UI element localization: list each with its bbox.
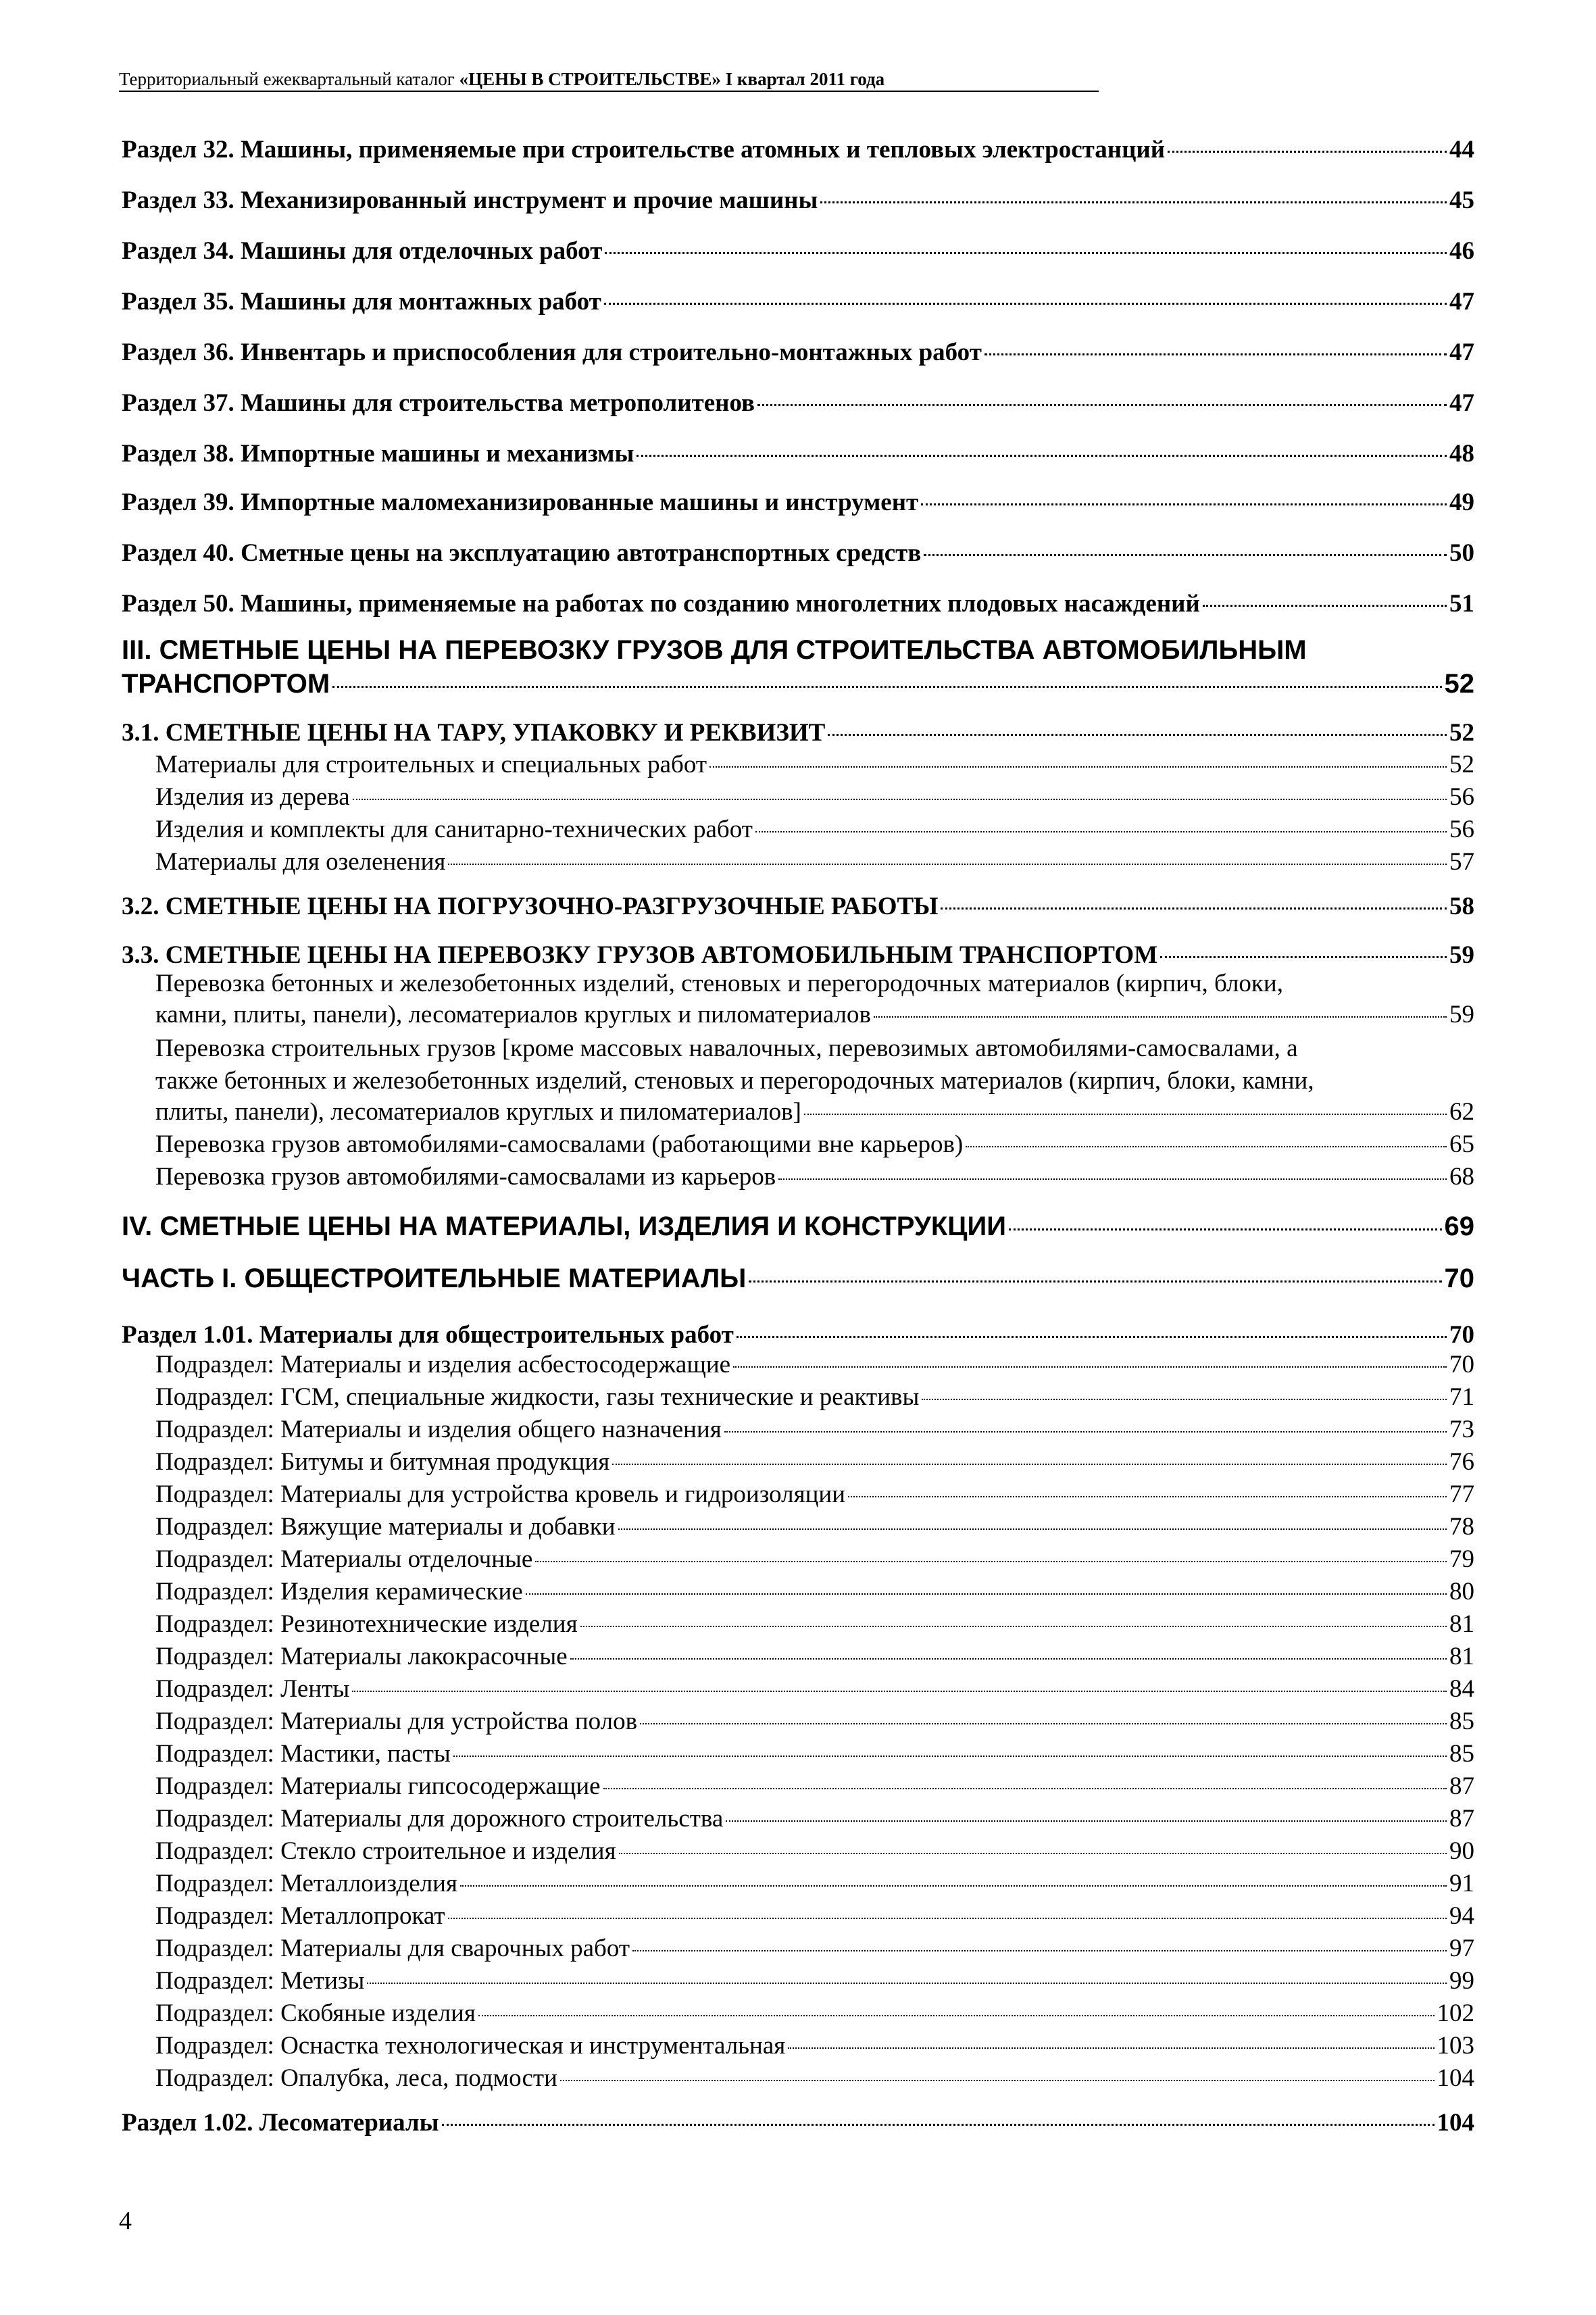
dot-leader xyxy=(804,1114,1447,1115)
dot-leader xyxy=(612,1464,1447,1465)
dot-leader xyxy=(820,201,1447,203)
dot-leader xyxy=(966,1146,1447,1147)
toc-subentry[interactable]: Подраздел: ГСМ, специальные жидкости, газы технические и реактивы 71 xyxy=(155,1383,1474,1411)
toc-entry-1-02[interactable]: Раздел 1.02. Лесоматериалы 104 xyxy=(122,2109,1474,2137)
toc-subentry-multiline: Перевозка строительных грузов [кроме массовых навалочных, перевозимых автомобилями-самосвалами, а xyxy=(155,1035,1298,1062)
toc-entry[interactable]: Раздел 39. Импортные маломеханизированные машины и инструмент 49 xyxy=(122,489,1474,516)
toc-subentry[interactable]: Подраздел: Ленты 84 xyxy=(155,1675,1474,1703)
dot-leader xyxy=(460,1885,1447,1887)
toc-entry[interactable]: Раздел 33. Механизированный инструмент и прочие машины 45 xyxy=(122,186,1474,214)
dot-leader xyxy=(757,404,1447,406)
dot-leader xyxy=(921,503,1447,505)
toc-subentry[interactable]: Подраздел: Изделия керамические 80 xyxy=(155,1578,1474,1605)
page-number: 4 xyxy=(119,2207,132,2235)
dot-leader xyxy=(448,1918,1447,1919)
toc-entry[interactable]: Раздел 37. Машины для строительства метрополитенов 47 xyxy=(122,389,1474,417)
toc-entry-chast1[interactable]: ЧАСТЬ I. ОБЩЕСТРОИТЕЛЬНЫЕ МАТЕРИАЛЫ 70 xyxy=(122,1264,1474,1293)
dot-leader xyxy=(632,1950,1447,1951)
dot-leader xyxy=(1009,1228,1442,1230)
dot-leader xyxy=(332,686,1441,688)
toc-subentry-multiline: также бетонных и железобетонных изделий, стеновых и перегородочных материалов (кирпич, блоки, камни, xyxy=(155,1067,1314,1095)
dot-leader xyxy=(535,1561,1447,1562)
dot-leader xyxy=(778,1178,1447,1180)
dot-leader xyxy=(922,1399,1447,1400)
toc-entry-1-01[interactable]: Раздел 1.01. Материалы для общестроительных работ 70 xyxy=(122,1321,1474,1349)
toc-entry-3-1[interactable]: 3.1. СМЕТНЫЕ ЦЕНЫ НА ТАРУ, УПАКОВКУ И РЕКВИЗИТ 52 xyxy=(122,719,1474,747)
toc-subentry[interactable]: Подраздел: Материалы для устройства кровель и гидроизоляции 77 xyxy=(155,1480,1474,1508)
dot-leader xyxy=(637,455,1447,457)
part-heading-line: III. СМЕТНЫЕ ЦЕНЫ НА ПЕРЕВОЗКУ ГРУЗОВ ДЛЯ СТРОИТЕЛЬСТВА АВТОМОБИЛЬНЫМ xyxy=(122,635,1307,665)
toc-subentry[interactable]: Перевозка грузов автомобилями-самосвалами (работающими вне карьеров) 65 xyxy=(155,1130,1474,1158)
dot-leader xyxy=(984,353,1447,355)
dot-leader xyxy=(788,2047,1434,2049)
toc-subentry[interactable]: Перевозка грузов автомобилями-самосвалами из карьеров 68 xyxy=(155,1163,1474,1191)
dot-leader xyxy=(1203,605,1447,607)
dot-leader xyxy=(580,1626,1447,1627)
toc-subentry[interactable]: Подраздел: Металлоизделия 91 xyxy=(155,1870,1474,1897)
dot-leader xyxy=(724,1431,1447,1433)
toc-subentry[interactable]: Подраздел: Оснастка технологическая и инструментальная 103 xyxy=(155,2032,1474,2060)
dot-leader xyxy=(924,554,1447,556)
toc-subentry[interactable]: Подраздел: Скобяные изделия 102 xyxy=(155,1999,1474,2027)
dot-leader xyxy=(733,1366,1447,1368)
toc-entry-3-2[interactable]: 3.2. СМЕТНЫЕ ЦЕНЫ НА ПОГРУЗОЧНО-РАЗГРУЗОЧНЫЕ РАБОТЫ 58 xyxy=(122,893,1474,920)
toc-subentry[interactable]: Подраздел: Метизы 99 xyxy=(155,1967,1474,1995)
dot-leader xyxy=(352,1691,1447,1692)
header-catalog-title: «ЦЕНЫ В СТРОИТЕЛЬСТВЕ» I квартал 2011 года xyxy=(459,69,885,89)
toc-subentry[interactable]: Подраздел: Битумы и битумная продукция 76 xyxy=(155,1448,1474,1476)
toc-subentry[interactable]: Подраздел: Материалы и изделия асбестосодержащие 70 xyxy=(155,1351,1474,1378)
toc-subentry[interactable]: Подраздел: Мастики, пасты 85 xyxy=(155,1740,1474,1768)
dot-leader xyxy=(367,1983,1447,1984)
running-header xyxy=(119,68,1099,92)
toc-entry[interactable]: Раздел 36. Инвентарь и приспособления для строительно-монтажных работ 47 xyxy=(122,339,1474,366)
toc-subentry[interactable]: Подраздел: Вяжущие материалы и добавки 78 xyxy=(155,1513,1474,1541)
toc-subentry[interactable]: Подраздел: Материалы для дорожного строительства 87 xyxy=(155,1805,1474,1833)
dot-leader xyxy=(618,1528,1447,1530)
toc-subentry[interactable]: Материалы для строительных и специальных работ 52 xyxy=(155,751,1474,778)
toc-subentry[interactable]: Подраздел: Материалы отделочные 79 xyxy=(155,1545,1474,1573)
toc-entry-3-3[interactable]: 3.3. СМЕТНЫЕ ЦЕНЫ НА ПЕРЕВОЗКУ ГРУЗОВ АВТОМОБИЛЬНЫМ ТРАНСПОРТОМ 59 xyxy=(122,941,1474,969)
dot-leader xyxy=(453,1756,1447,1757)
toc-entry[interactable]: Раздел 40. Сметные цены на эксплуатацию автотранспортных средств 50 xyxy=(122,539,1474,567)
toc-subentry[interactable]: Подраздел: Материалы лакокрасочные 81 xyxy=(155,1643,1474,1670)
dot-leader xyxy=(619,1853,1447,1854)
dot-leader xyxy=(726,1820,1447,1822)
dot-leader xyxy=(603,1788,1447,1789)
toc-subentry[interactable]: Подраздел: Материалы для сварочных работ 97 xyxy=(155,1935,1474,1962)
dot-leader xyxy=(526,1593,1447,1595)
dot-leader xyxy=(755,831,1447,832)
toc-subentry[interactable]: Материалы для озеленения 57 xyxy=(155,848,1474,876)
toc-entry-part3[interactable]: ТРАНСПОРТОМ 52 xyxy=(122,669,1474,699)
dot-leader xyxy=(749,1280,1441,1283)
toc-subentry[interactable]: Подраздел: Опалубка, леса, подмости 104 xyxy=(155,2064,1474,2092)
toc-entry[interactable]: Раздел 35. Машины для монтажных работ 47 xyxy=(122,288,1474,316)
dot-leader xyxy=(353,799,1447,800)
dot-leader xyxy=(605,252,1447,254)
toc-subentry[interactable]: Подраздел: Металлопрокат 94 xyxy=(155,1902,1474,1930)
dot-leader xyxy=(478,2015,1435,2016)
toc-subentry[interactable]: плиты, панели), лесоматериалов круглых и пиломатериалов] 62 xyxy=(155,1098,1474,1126)
dot-leader xyxy=(640,1723,1447,1724)
toc-subentry-multiline: Перевозка бетонных и железобетонных изделий, стеновых и перегородочных материалов (кирпич, блоки, xyxy=(155,970,1283,997)
dot-leader xyxy=(874,1016,1447,1018)
dot-leader xyxy=(1168,151,1447,153)
dot-leader xyxy=(828,734,1447,736)
toc-subentry[interactable]: камни, плиты, панели), лесоматериалов круглых и пиломатериалов 59 xyxy=(155,1001,1474,1028)
dot-leader xyxy=(448,864,1447,865)
toc-entry-part4[interactable]: IV. СМЕТНЫЕ ЦЕНЫ НА МАТЕРИАЛЫ, ИЗДЕЛИЯ И КОНСТРУКЦИИ 69 xyxy=(122,1212,1474,1241)
toc-subentry[interactable]: Подраздел: Материалы гипсосодержащие 87 xyxy=(155,1772,1474,1800)
dot-leader xyxy=(1160,956,1447,958)
toc-subentry[interactable]: Подраздел: Материалы и изделия общего назначения 73 xyxy=(155,1416,1474,1443)
dot-leader xyxy=(941,907,1447,910)
dot-leader xyxy=(737,1336,1447,1338)
dot-leader xyxy=(709,766,1447,768)
toc-subentry[interactable]: Подраздел: Резинотехнические изделия 81 xyxy=(155,1610,1474,1638)
toc-entry[interactable]: Раздел 38. Импортные машины и механизмы 48 xyxy=(122,440,1474,468)
toc-entry[interactable]: Раздел 50. Машины, применяемые на работах по созданию многолетних плодовых насаждений 51 xyxy=(122,590,1474,618)
dot-leader xyxy=(848,1496,1447,1497)
toc-subentry[interactable]: Подраздел: Материалы для устройства полов 85 xyxy=(155,1708,1474,1735)
toc-entry[interactable]: Раздел 32. Машины, применяемые при строительстве атомных и тепловых электростанций 44 xyxy=(122,136,1474,164)
dot-leader xyxy=(560,2080,1435,2081)
toc-subentry[interactable]: Изделия и комплекты для санитарно-технических работ 56 xyxy=(155,816,1474,843)
dot-leader xyxy=(604,303,1447,305)
header-catalog-name: Территориальный ежеквартальный каталог xyxy=(119,69,459,89)
toc-subentry[interactable]: Подраздел: Стекло строительное и изделия 90 xyxy=(155,1837,1474,1865)
toc-entry[interactable]: Раздел 34. Машины для отделочных работ 46 xyxy=(122,237,1474,265)
dot-leader xyxy=(570,1658,1447,1660)
dot-leader xyxy=(442,2124,1435,2126)
toc-subentry[interactable]: Изделия из дерева 56 xyxy=(155,783,1474,811)
